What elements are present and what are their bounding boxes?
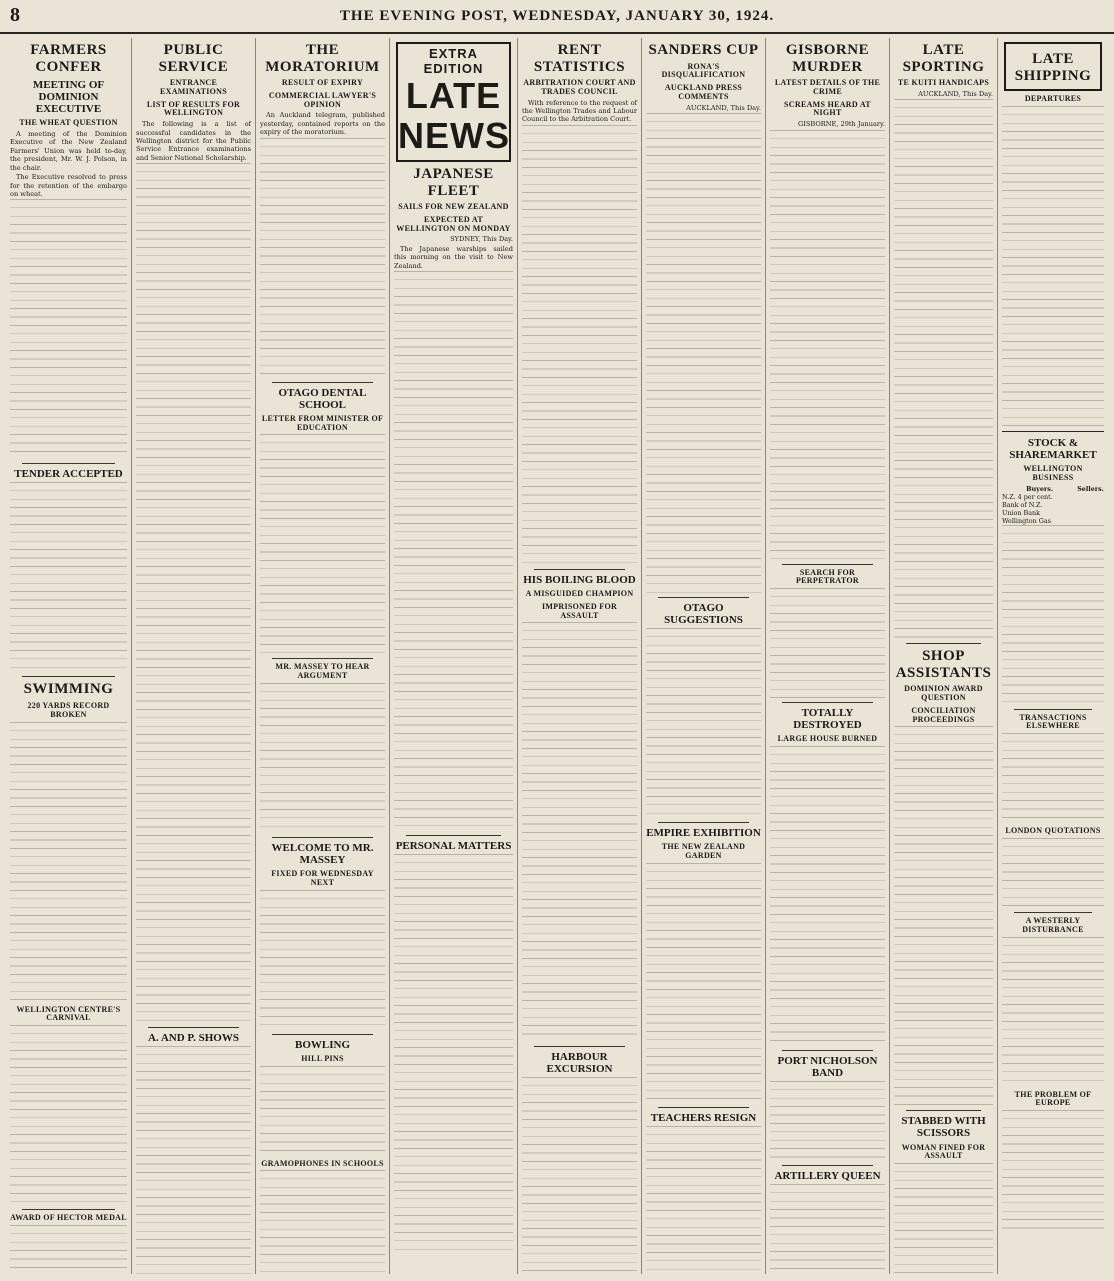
text-block [1002,525,1104,705]
text-block [646,1126,761,1274]
section-subheadline: THE NEW ZEALAND GARDEN [661,842,746,861]
page-number: 8 [10,4,20,26]
headline: JAPANESE FLEET [413,166,494,199]
stock-table-header [1002,485,1104,493]
section-headline: STABBED WITH SCISSORS [901,1115,986,1140]
subheadline: ENTRANCE EXAMINATIONS [159,78,227,96]
article-body [136,120,251,162]
article-body [10,130,127,198]
section-subheadline: LARGE HOUSE BURNED [777,734,878,744]
text-block [260,1066,385,1156]
section-subheadline: CONCILIATION PROCEEDINGS [911,705,976,724]
paragraph: An Auckland telegram, published yesterday, contained reports on the expiry of the moratorium. [260,111,385,137]
text-block [522,622,637,1042]
stock-name: Wellington Gas [1002,516,1051,525]
subheadline: RONA'S DISQUALIFICATION [661,61,746,80]
text-block [894,99,993,639]
section-headline: A WESTERLY DISTURBANCE [1022,915,1084,934]
subheadline: COMMERCIAL LAWYER'S OPINION [268,90,377,109]
table-row [1002,509,1104,517]
article-body [770,120,885,128]
section-subheadline: A MISGUIDED CHAMPION [525,588,634,598]
late-shipping-banner [1004,42,1102,91]
subheadline: LATEST DETAILS OF THE CRIME [774,78,881,96]
stock-table [1002,493,1104,525]
table-row [1002,517,1104,525]
section-subheadline: WOMAN FINED FOR ASSAULT [901,1142,986,1161]
text-block [894,726,993,1106]
article-body [394,235,513,270]
section-headline: LONDON QUOTATIONS [1005,826,1101,836]
column-6 [642,38,766,1274]
subheadline: RESULT OF EXPIRY [281,78,364,87]
stock-name: Bank of N.Z. [1002,500,1043,509]
extra-edition-banner [396,42,511,162]
text-block [10,482,127,672]
text-block [10,1025,127,1205]
text-block [770,588,885,698]
section-headline: HIS BOILING BLOOD [523,573,636,586]
section-headline: OTAGO DENTAL SCHOOL [278,386,367,411]
subheadline: TE KUITI HANDICAPS [897,78,990,87]
text-block [522,125,637,565]
text-block [260,1170,385,1274]
text-block [260,434,385,654]
late-news-title: LATE NEWS [398,75,510,156]
subheadline: MEETING OF DOMINION EXECUTIVE [32,79,105,116]
text-block [770,746,885,1046]
headline: LATE SHIPPING [1014,51,1092,84]
newspaper-title: THE EVENING POST, WEDNESDAY, JANUARY 30, 1924. [339,8,775,24]
paragraph: The following is a list of successful candidates in the Wellington district for the Public Service Entrance examinations and Senior National Scholarship. [136,120,251,162]
column-4 [390,38,518,1274]
text-block [136,1046,251,1274]
section-subheadline: DEPARTURES [1024,94,1082,103]
section-headline: AWARD OF HECTOR MEDAL [10,1213,127,1223]
text-block [770,1081,885,1161]
headline: GISBORNE MURDER [785,42,870,75]
section-headline: HARBOUR EXCURSION [546,1051,613,1076]
section-headline: PERSONAL MATTERS [395,840,512,853]
subheadline: EXPECTED AT WELLINGTON ON MONDAY [396,214,511,233]
section-subheadline: WELLINGTON CENTRE'S CARNIVAL [16,1004,121,1023]
text-block [894,1163,993,1274]
subheadline: LIST OF RESULTS FOR WELLINGTON [146,99,241,118]
paragraph: With reference to the request of the Wellington Trades and Labour Council to the Arbitration Court. [522,98,637,124]
section-headline: ARTILLERY QUEEN [774,1170,881,1183]
masthead [0,0,1114,34]
text-block [646,863,761,1103]
column-9 [998,38,1108,1274]
column-1 [6,38,132,1274]
text-block [10,199,127,459]
headline: LATE SPORTING [902,42,985,75]
headline: PUBLIC SERVICE [158,42,229,75]
paragraph: The Japanese warships sailed this morning on the visit to New Zealand. [394,244,513,270]
column-7 [766,38,890,1274]
column-8 [890,38,998,1274]
section-headline: SWIMMING [23,681,114,698]
table-row [1002,493,1104,501]
section-subheadline: LETTER FROM MINISTER OF EDUCATION [261,413,384,432]
text-block [1002,838,1104,908]
section-headline: WELCOME TO MR. MASSEY [271,841,374,867]
text-block [1002,937,1104,1087]
article-body [260,111,385,136]
stock-col-sellers: Sellers. [1077,484,1104,493]
column-3 [256,38,390,1274]
section-subheadline: IMPRISONED FOR ASSAULT [541,601,618,620]
stock-col-buyers: Buyers. [1026,484,1054,493]
stock-headline: STOCK & SHAREMARKET [1009,436,1097,461]
section-headline: TENDER ACCEPTED [14,468,123,481]
section-subheadline: HILL PINS [301,1053,344,1063]
section-headline: THE PROBLEM OF EUROPE [1014,1089,1092,1108]
extra-edition-label: EXTRA EDITION [423,46,484,76]
column-2 [132,38,256,1274]
text-block [1002,733,1104,823]
section-headline: SEARCH FOR PERPETRATOR [795,567,859,586]
article-body [646,104,761,112]
text-block [260,683,385,833]
column-5 [518,38,642,1274]
headline: THE MORATORIUM [265,42,380,75]
article-body [522,99,637,124]
section-subheadline: FIXED FOR WEDNESDAY NEXT [271,869,374,887]
headline: SANDERS CUP [648,42,759,58]
section-headline: PORT NICHOLSON BAND [777,1055,878,1080]
text-block [770,1184,885,1274]
paragraph: AUCKLAND, This Day. [918,89,993,98]
text-block [10,722,127,1002]
section-headline: OTAGO SUGGESTIONS [664,602,743,627]
newspaper-page [6,38,1108,1274]
text-block [394,271,513,831]
subheadline: THE WHEAT QUESTION [19,118,118,128]
subheadline: AUCKLAND PRESS COMMENTS [664,83,743,101]
section-headline: MR. MASSEY TO HEAR ARGUMENT [275,662,370,681]
headline: RENT STATISTICS [533,42,626,75]
section-subheadline: 220 YARDS RECORD BROKEN [27,700,110,719]
article-body [894,90,993,98]
paragraph: A meeting of the Dominion Executive of the New Zealand Farmers' Union was held to-day, the president, Mr. W. J. Polson, in the chair. [10,130,127,172]
text-block [646,113,761,593]
section-headline: GRAMOPHONES IN SCHOOLS [261,1158,384,1168]
text-block [522,1077,637,1274]
section-headline: TOTALLY DESTROYED [793,707,862,732]
stock-subheadline: WELLINGTON BUSINESS [1023,463,1083,482]
subheadline: SAILS FOR NEW ZEALAND [398,202,509,211]
text-block [394,854,513,1254]
paragraph: GISBORNE, 29th January. [798,120,885,129]
stock-name: Union Bank [1002,508,1041,517]
section-headline: BOWLING [294,1038,350,1051]
text-block [136,163,251,1023]
stock-name: N.Z. 4 per cent. [1002,492,1053,501]
text-block [646,628,761,818]
section-headline: A. AND P. SHOWS [148,1032,239,1045]
subheadline: SCREAMS HEARD AT NIGHT [784,99,871,118]
section-headline: SHOP ASSISTANTS [895,648,992,681]
paragraph: The Executive resolved to press for the retention of the embargo on wheat. [10,173,127,198]
text-block [1002,1110,1104,1230]
paragraph: SYDNEY, This Day. [450,235,513,244]
section-headline: TRANSACTIONS ELSEWHERE [1019,712,1087,731]
headline: FARMERS CONFER [30,42,107,75]
text-block [770,130,885,560]
section-headline: EMPIRE EXHIBITION [646,827,761,840]
section-headline: TEACHERS RESIGN [650,1111,757,1124]
table-row [1002,501,1104,509]
text-block [260,138,385,378]
subheadline: ARBITRATION COURT AND TRADES COUNCIL [523,78,636,96]
text-block [10,1225,127,1274]
text-block [1002,106,1104,426]
section-subheadline: DOMINION AWARD QUESTION [904,684,983,702]
text-block [260,890,385,1030]
paragraph: AUCKLAND, This Day. [686,103,761,112]
